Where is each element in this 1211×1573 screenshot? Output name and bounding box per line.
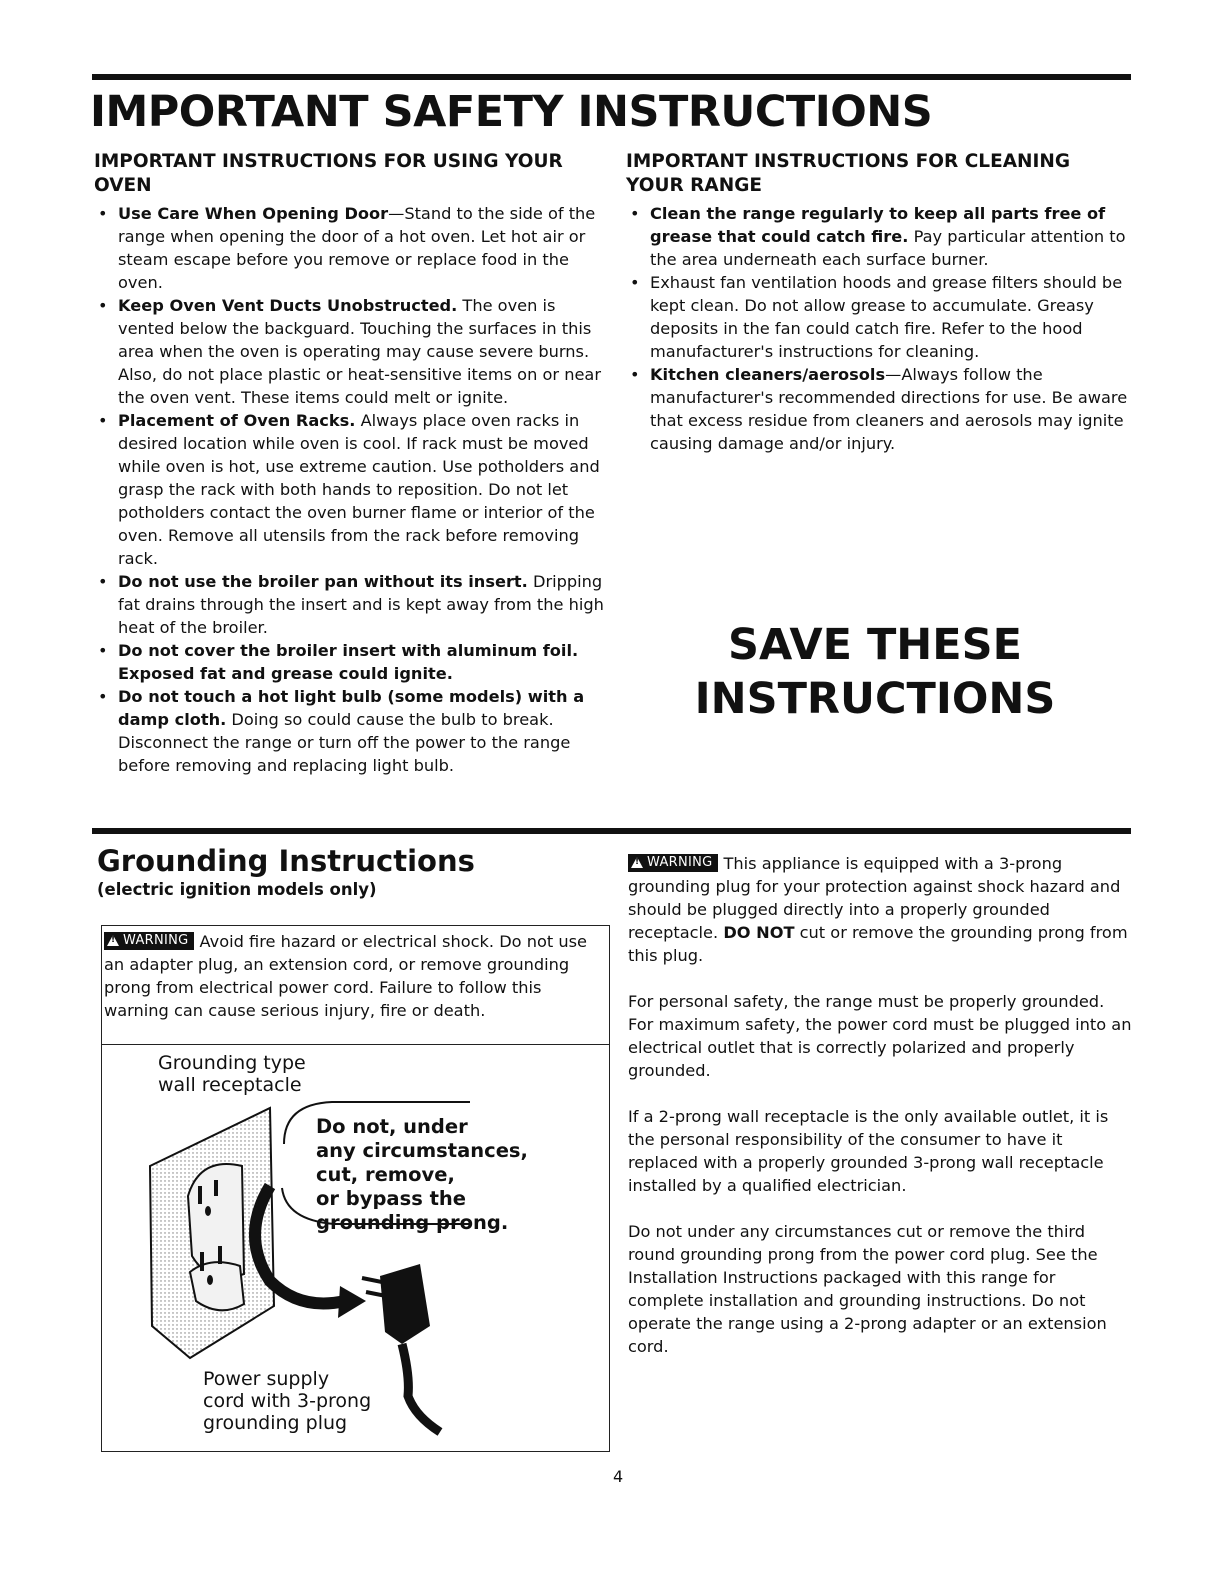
save-line-1: SAVE THESE [728,620,1022,670]
paragraph-text: cut or remove the grounding prong from this plug. [628,923,1128,965]
grounding-subtitle: (electric ignition models only) [97,880,377,899]
save-instructions-callout [690,618,1060,726]
list-item [94,570,609,639]
list-item [626,202,1134,271]
receptacle-label-line: wall receptacle [158,1074,302,1096]
item-bold-text: Clean the range regularly to keep all parts free of grease that could catch fire. [650,204,1106,246]
list-item [626,271,1134,363]
list-item [94,685,609,777]
grounding-warning-text [104,930,604,1022]
oven-section-heading: IMPORTANT INSTRUCTIONS FOR USING YOUR OVEN [94,151,563,196]
item-bold-text: Do not use the broiler pan without its insert. [118,572,528,591]
receptacle-label [158,1052,306,1096]
list-item [94,409,609,570]
warning-badge [104,932,194,950]
cleaning-instructions-list [626,202,1134,455]
item-bold-text: Keep Oven Vent Ducts Unobstructed. [118,296,458,315]
callout-line: or bypass the [316,1187,467,1210]
save-line-2: INSTRUCTIONS [694,674,1056,724]
oven-instructions-section [94,150,609,777]
grounding-title: Grounding Instructions [97,844,475,878]
item-text: The oven is vented below the backguard. Touching the surfaces in this area when the oven is operating may cause severe burns. Also, do not place plastic or heat-sensitive items on or near the oven vent. These items could melt or ignite. [118,296,601,407]
callout-line: grounding prong. [316,1211,509,1234]
emphasis-text: DO NOT [723,923,795,942]
warning-divider [101,1044,610,1045]
item-bold-text: Kitchen cleaners/aerosols [650,365,886,384]
item-text: —Stand to the side of the range when opening the door of a hot oven. Let hot air or steam escape before you remove or replace food in the oven. [118,204,596,292]
item-text: Doing so could cause the bulb to break. Disconnect the range or turn off the power to the range before removing and replacing light bulb. [118,710,571,775]
callout-line: any circumstances, [316,1139,528,1162]
list-item [94,639,609,685]
callout-line: Do not, under [316,1115,468,1138]
page-title: IMPORTANT SAFETY INSTRUCTIONS [90,87,933,137]
paragraph: For personal safety, the range must be properly grounded. For maximum safety, the power cord must be plugged into an electrical outlet that is correctly polarized and properly grounded. [628,992,1132,1080]
section-rule [92,828,1131,834]
list-item [626,363,1134,455]
warning-label: WARNING [123,932,189,948]
item-text: Exhaust fan ventilation hoods and grease filters should be kept clean. Do not allow grease to accumulate. Greasy deposits in the fan could catch fire. Refer to the hood manufacturer's instructions for cleaning. [650,273,1123,361]
item-bold-text: Do not cover the broiler insert with aluminum foil. Exposed fat and grease could ignite. [118,641,579,683]
warning-triangle-icon [107,935,119,946]
warning-body: Avoid fire hazard or electrical shock. Do not use an adapter plug, an extension cord, or remove grounding prong from electrical power cord. Failure to follow this warning can cause serious injury, fire or death. [104,932,588,1020]
cleaning-instructions-section [626,150,1134,455]
warning-triangle-icon [631,857,643,868]
arrowhead-icon [338,1286,366,1318]
item-text: —Always follow the manufacturer's recommended directions for use. Be aware that excess residue from cleaners and aerosols may ignite causing damage and/or injury. [650,365,1128,453]
three-prong-plug-icon [362,1264,440,1432]
item-text: Always place oven racks in desired location while oven is cool. If rack must be moved while oven is hot, use extreme caution. Use potholders and grasp the rack with both hands to reposition. Do not let potholders contact the oven burner flame or interior of the oven. Remove all utensils from the rack before removing rack. [118,411,600,568]
cord-label-line: grounding plug [203,1412,348,1434]
list-item [94,294,609,409]
item-text: Dripping fat drains through the insert and is kept away from the high heat of the broiler. [118,572,604,637]
paragraph-text: This appliance is equipped with a 3-prong grounding plug for your protection against shock hazard and should be plugged directly into a properly grounded receptacle. [628,854,1121,942]
receptacle-label-line: Grounding type [158,1052,306,1074]
item-bold-text: Placement of Oven Racks. [118,411,356,430]
callout-text [316,1115,528,1235]
list-item [94,202,609,294]
cord-label-line: Power supply [203,1368,330,1390]
warning-label: WARNING [647,854,713,870]
top-rule [92,74,1131,80]
grounding-details [628,852,1133,1381]
callout-line: cut, remove, [316,1163,455,1186]
warning-paragraph [628,852,1133,967]
warning-badge [628,854,718,872]
paragraph: Do not under any circumstances cut or remove the third round grounding prong from the power cord plug. See the Installation Instructions packaged with this range for complete installation and grounding instructions. Do not operate the range using a 2-prong adapter or an extension cord. [628,1222,1107,1356]
oven-instructions-list [94,202,609,777]
paragraph: If a 2-prong wall receptacle is the only available outlet, it is the personal responsibility of the consumer to have it replaced with a properly grounded 3-prong wall receptacle installed by a qualified electrician. [628,1107,1109,1195]
cord-label-line: cord with 3-prong [203,1390,372,1412]
item-bold-text: Use Care When Opening Door [118,204,389,223]
cord-label [203,1368,371,1434]
item-text: Pay particular attention to the area underneath each surface burner. [650,227,1126,269]
cleaning-section-heading: IMPORTANT INSTRUCTIONS FOR CLEANING YOUR RANGE [626,151,1071,196]
item-bold-text: Do not touch a hot light bulb (some models) with a damp cloth. [118,687,585,729]
page-number: 4 [613,1467,624,1486]
